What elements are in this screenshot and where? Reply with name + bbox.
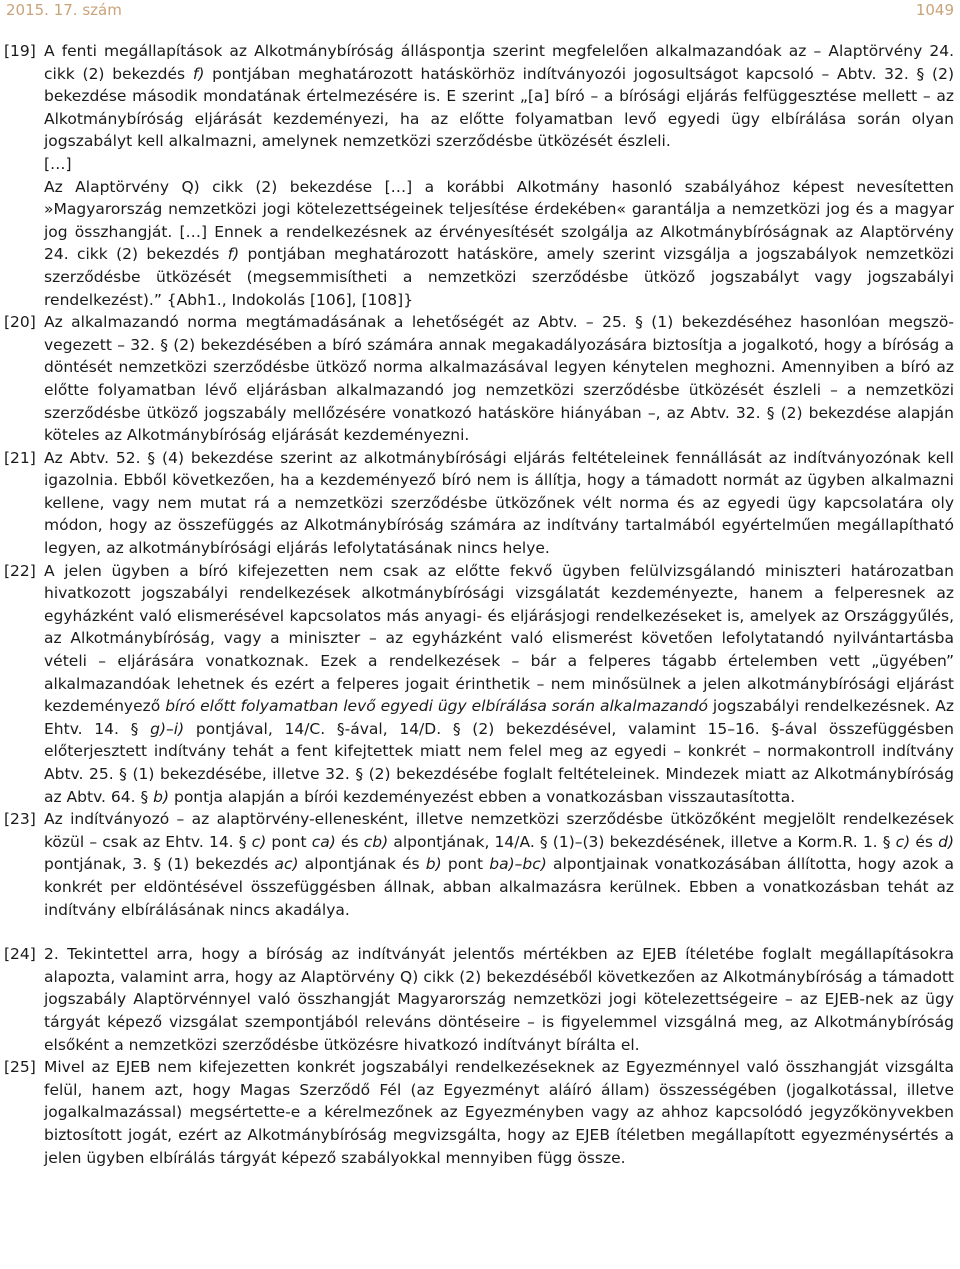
paragraph-number: [22] <box>4 561 36 580</box>
paragraph-number: [21] <box>4 448 36 467</box>
paragraph-21 <box>0 447 960 560</box>
paragraph-number: [23] <box>4 810 36 829</box>
paragraph-text: A fenti megállapítások az Alkotmánybíróság álláspontja szerint megfelelően alkalmazandóak az – Alaptörvény 24. cikk (2) bekezdés f) pontjában meghatározott hatáskörhöz indítványozói jogosultságot kapcsoló – Abtv. 32. § (2) bekezdése második mondatának értelmezésére is. E szerint „[a] bíró – a bírósági eljárás felfüggesztése mellett – az Alkotmánybíróság eljárását kezdeményezi, ha az előtte folyamatban levő egyedi ügy elbírálása során olyan jogszabályt kell alkalmazni, amelynek nemzetközi szerződésbe ütközését észleli. […] Az Alaptörvény Q) cikk (2) bekezdése […] a korábbi Alkotmány hasonló szabályához képest nevesítetten »Magyarország nemzetközi jogi kötelezettségeinek teljesítése érdekében« garantálja a nemzetközi jog és a magyar jog összhangját. […] Ennek a rendelkezésnek az érvényesítését szolgálja az Alkotmánybíróságnak az Alaptörvény 24. cikk (2) bekezdés f) pontjában meghatározott hatásköre, amely szerint vizsgálja a jogszabályok nemzetközi szerződésbe ütközését (megsemmisítheti a nemzetközi szerződésbe ütköző jogszabályt vagy jogszabályi rendelkezést).” {Abh1., Indokolás [106], [108]} <box>44 42 954 309</box>
paragraph-text: Az Abtv. 52. § (4) bekezdése szerint az alkotmánybírósági eljárás feltételeinek fennállását az indítványozónak kell igazolnia. Ebből következően, ha a kezdeményező bíró nem is állítja, hogy a támadott normát az ügyben alkalmazni kellene, vagy nem mutat rá a nemzetközi szerződésbe ütközőnek vélt norma és az egyedi ügy kapcsolatára oly módon, hogy az összefüggés az Alkotmánybíróság számára az indítvány tartalmából egyértelműen megállapítható legyen, az alkotmánybírósági eljárás lefolytatásának nincs helye. <box>44 448 954 558</box>
issue-label: 2015. 17. szám <box>6 1 122 19</box>
page-header <box>0 0 960 24</box>
paragraph-text: 2. Tekintettel arra, hogy a bíróság az indítványát jelentős mértékben az EJEB ítéletébe foglalt megállapításokra alapozta, valamint arra, hogy az Alaptörvény Q) cikk (2) bekezdéséből következően az Alkotmánybíróság a támadott jogszabály Alaptörvénnyel való összhangját Magyarország nemzetközi jogi kötelezettségeire – az EJEB-nek az ügy tárgyát képező vizsgálat szempontjából releváns döntéseire – is figyelemmel vizsgálná meg, az Alkotmánybíróság elsőként a nemzetközi szerződésbe ütközésre hivatkozó indítványt bírálta el. <box>44 945 954 1054</box>
paragraph-22 <box>0 560 960 809</box>
paragraph-25 <box>0 1056 960 1169</box>
document-body <box>0 40 960 1169</box>
paragraph-23 <box>0 808 960 921</box>
paragraph-number: [25] <box>4 1058 36 1077</box>
paragraph-text: A jelen ügyben a bíró kifejezetten nem csak az előtte fekvő ügyben felülvizsgálandó miniszteri határozatban hivatkozott jogszabályi rendelkezések alkotmánybírósági vizsgálatát kezdeményezte, hanem a felperesnek az egyházként való elismerésével kapcsolatos más anyagi- és eljárásjogi rendelkezéseket is, amelyek az Országgyűlés, az Alkotmánybíróság, vagy a miniszter – az egyházként való elismerést követően lefolytatandó nyilvántartásba vételi – eljárására vonatkoznak. Ezek a rendelkezések – bár a felperes tágabb értelemben vett „ügyében” alkalmazandóak lehetnek és ezért a felperes jogait érinthetik – nem minősülnek a jelen alkotmánybírósági eljárást kezdeményező bíró előtt folyamatban levő egyedi ügy elbírálása során alkalmazandó jogszabályi rendelkezésnek. Az Ehtv. 14. § g)–i) pontjával, 14/C. §-ával, 14/D. § (2) bekezdésével, valamint 15–16. §-ával összefüggésben előterjesztett indítvány tehát a fent kifejtettek miatt nem felel meg az egyedi – konkrét – normakontroll indítvány Abtv. 25. § (1) bekezdésébe, illetve 32. § (2) bekezdésébe foglalt feltételeinek. Mindezek miatt az Alkotmánybíróság az Abtv. 64. § b) pontja alapján a bírói kezdeményezést ebben a vonatkozásban visszautasította. <box>44 561 955 806</box>
paragraph-text: Az alkalmazandó norma megtámadásának a lehetőségét az Abtv. – 25. § (1) bekezdéséhez hasonlóan megszövegezett – 32. § (2) bekezdésében a bíró számára annak megakadályozására biztosítja a jogalkotó, hogy a bíróság a döntését nemzetközi szerződésbe ütköző norma alkalmazásával legyen kénytelen meghozni. Amennyiben a bíró az előtte folyamatban lévő eljárásban alkalmazandó jog nemzetközi szerződésbe ütközését észleli – a nemzetközi szerződésbe ütköző jogszabály mellőzésére vonatkozó hatásköre hiányában –, az Abtv. 32. § (2) bekezdése alapján köteles az Alkotmánybíróság eljárását kezdeményezni. <box>44 313 954 445</box>
paragraph-number: [19] <box>4 42 36 60</box>
paragraph-text: Mivel az EJEB nem kifejezetten konkrét jogszabályi rendelkezéseknek az Egyezménnyel való összhangját vizsgálta felül, hanem azt, hogy Magas Szerződő Fél (az Egyezményt aláíró állam) összességében (jogalkotással, illetve jogalkalmazással) megsértette-e a kérelmezőnek az Egyezményben vagy az ahhoz kapcsolódó jegyzőkönyvekben biztosított jogát, ezért az Alkotmánybíróság megvizsgálta, hogy az EJEB ítéletben megállapított egyezménysértés a jelen ügyben elbírálás tárgyát képező szabályokkal mennyiben függ össze. <box>44 1058 954 1167</box>
paragraph-text: Az indítványozó – az alaptörvény-ellenesként, illetve nemzetközi szerződésbe ütközőként megjelölt rendelkezések közül – csak az Ehtv. 14. § c) pont ca) és cb) alpontjának, 14/A. § (1)–(3) bekezdésének, illetve a Korm.R. 1. § c) és d) pontjának, 3. § (1) bekezdés ac) alpontjának és b) pont ba)–bc) alpontjainak vonatkozásában állította, hogy azok a konkrét per eldöntésével összefüggésben állnak, abban alkalmazásra kerülnek. Ebben a vonatkozásban tehát az indítvány elbírálásának nincs akadálya. <box>44 810 955 919</box>
paragraph-24 <box>0 943 960 1056</box>
paragraph-number: [20] <box>4 313 36 332</box>
page-number: 1049 <box>915 1 954 19</box>
paragraph-19 <box>0 40 960 311</box>
paragraph-20 <box>0 311 960 447</box>
paragraph-number: [24] <box>4 945 36 964</box>
